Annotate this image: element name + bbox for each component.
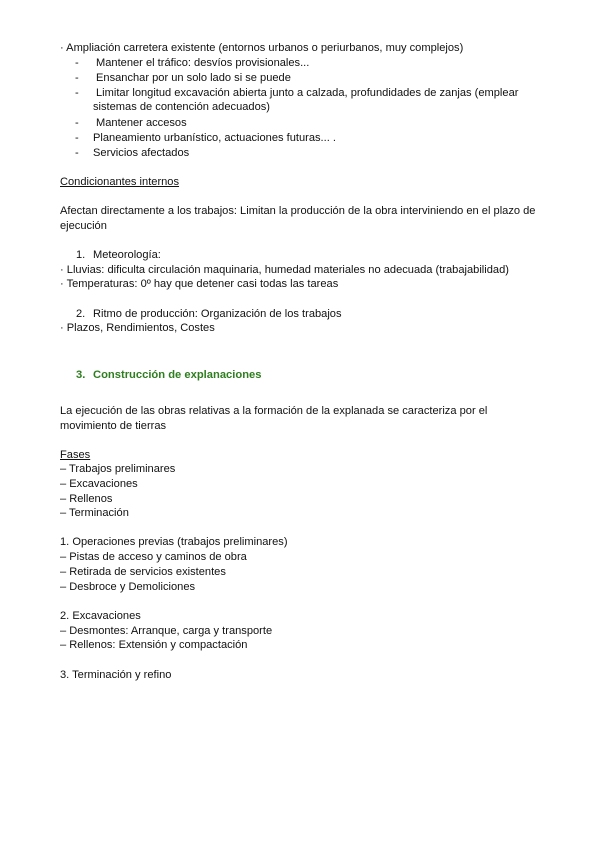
excavaciones-heading: 2. Excavaciones: [60, 610, 141, 622]
carretera-list-item-continuation: sistemas de contención adecuados): [93, 101, 270, 113]
fases-list-item: – Rellenos: [60, 493, 113, 505]
condicionantes-description: Afectan directamente a los trabajos: Limitan la producción de la obra interviniendo en el plazo de: [60, 205, 536, 217]
condicionantes-description: ejecución: [60, 220, 107, 232]
condicionantes-heading: Condicionantes internos: [60, 176, 180, 188]
bullet-dash: -: [75, 87, 79, 99]
excavaciones-list-item: – Rellenos: Extensión y compactación: [60, 639, 248, 651]
plazos-item: · Plazos, Rendimientos, Costes: [60, 322, 215, 334]
fases-list-item: – Excavaciones: [60, 478, 138, 490]
fases-list-item: – Terminación: [60, 507, 129, 519]
operaciones-list-item: – Pistas de acceso y caminos de obra: [60, 551, 247, 563]
bullet-dash: -: [75, 132, 79, 144]
bullet-dash: -: [75, 72, 79, 84]
terminacion-heading: 3. Terminación y refino: [60, 669, 172, 681]
carretera-intro: · Ampliación carretera existente (entornos urbanos o periurbanos, muy complejos): [60, 42, 464, 54]
operaciones-list-item: – Desbroce y Demoliciones: [60, 581, 196, 593]
lluvias-item: · Lluvias: dificulta circulación maquinaria, humedad materiales no adecuada (trabajabilidad): [60, 264, 509, 276]
temperaturas-item: · Temperaturas: 0º hay que detener casi todas las tareas: [60, 278, 339, 290]
operaciones-list-item: – Retirada de servicios existentes: [60, 566, 226, 578]
section-paragraph: La ejecución de las obras relativas a la formación de la explanada se caracteriza por el: [60, 405, 488, 417]
bullet-dash: -: [75, 147, 79, 159]
fases-list-item: – Trabajos preliminares: [60, 463, 176, 475]
section-paragraph: movimiento de tierras: [60, 420, 167, 432]
operaciones-heading: 1. Operaciones previas (trabajos preliminares): [60, 536, 288, 548]
bullet-dash: -: [75, 117, 79, 129]
bullet-dash: -: [75, 57, 79, 69]
fases-heading: Fases: [60, 449, 91, 461]
excavaciones-list-item: – Desmontes: Arranque, carga y transporte: [60, 625, 273, 637]
